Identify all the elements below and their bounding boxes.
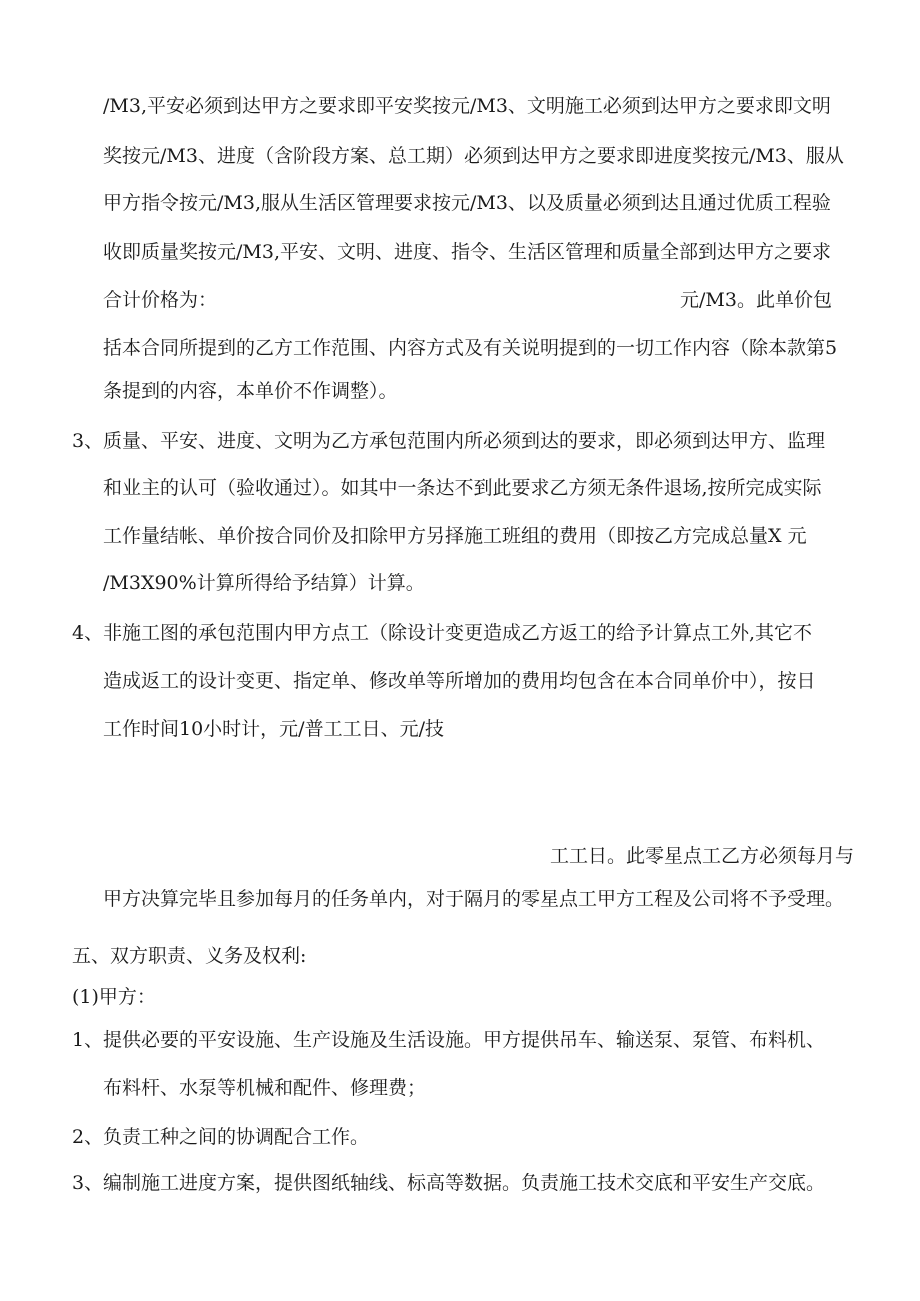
text-line: /M3X90%计算所得给予结算）计算。 (103, 572, 425, 594)
total-price-unit: 元/M3。此单价包 (680, 289, 832, 311)
text-line-continued: 工工日。此零星点工乙方必须每月与 (550, 845, 855, 867)
text-line: 甲方决算完毕且参加每月的任务单内，对于隔月的零星点工甲方工程及公司将不予受理。 (103, 888, 845, 910)
text-line: 工作时间10小时计，元/普工工日、元/技 (103, 718, 444, 740)
text-line: 负责工种之间的协调配合工作。 (103, 1126, 370, 1148)
item-number: 4、 (72, 622, 104, 644)
text-line: 提供必要的平安设施、生产设施及生活设施。甲方提供吊车、输送泵、泵管、布料机、 (103, 1029, 826, 1051)
party-a-heading: (1)甲方： (72, 986, 156, 1008)
text-line: 收即质量奖按元/M3,平安、文明、进度、指令、生活区管理和质量全部到达甲方之要求 (103, 241, 831, 263)
text-line: 括本合同所提到的乙方工作范围、内容方式及有关说明提到的一切工作内容（除本款第5 (103, 337, 838, 359)
text-line: 非施工图的承包范围内甲方点工（除设计变更造成乙方返工的给予计算点工外,其它不 (103, 622, 813, 644)
text-line: 甲方指令按元/M3,服从生活区管理要求按元/M3、以及质量必须到达且通过优质工程验 (103, 192, 831, 214)
text-line: 工作量结帐、单价按合同价及扣除甲方另择施工班组的费用（即按乙方完成总量X 元 (103, 525, 807, 547)
text-line: 奖按元/M3、进度（含阶段方案、总工期）必须到达甲方之要求即进度奖按元/M3、服从 (103, 145, 844, 167)
item-number: 3、 (72, 430, 104, 452)
text-line: 布料杆、水泵等机械和配件、修理费； (103, 1077, 427, 1099)
text-line: 编制施工进度方案，提供图纸轴线、标高等数据。负责施工技术交底和平安生产交底。 (103, 1172, 826, 1194)
text-line: /M3,平安必须到达甲方之要求即平安奖按元/M3、文明施工必须到达甲方之要求即文明 (103, 95, 831, 117)
item-number: 2、 (72, 1126, 104, 1148)
text-line: 和业主的认可（验收通过）。如其中一条达不到此要求乙方须无条件退场,按所完成实际 (103, 477, 822, 499)
text-line: 造成返工的设计变更、指定单、修改单等所增加的费用均包含在本合同单价中），按日 (103, 670, 816, 692)
text-line: 条提到的内容，本单价不作调整）。 (103, 380, 398, 402)
item-number: 3、 (72, 1172, 104, 1194)
item-number: 1、 (72, 1029, 104, 1051)
text-line: 质量、平安、进度、文明为乙方承包范围内所必须到达的要求，即必须到达甲方、监理 (103, 430, 826, 452)
total-price-label: 合计价格为： (103, 289, 218, 311)
section-heading: 五、双方职责、义务及权利: (72, 945, 307, 967)
